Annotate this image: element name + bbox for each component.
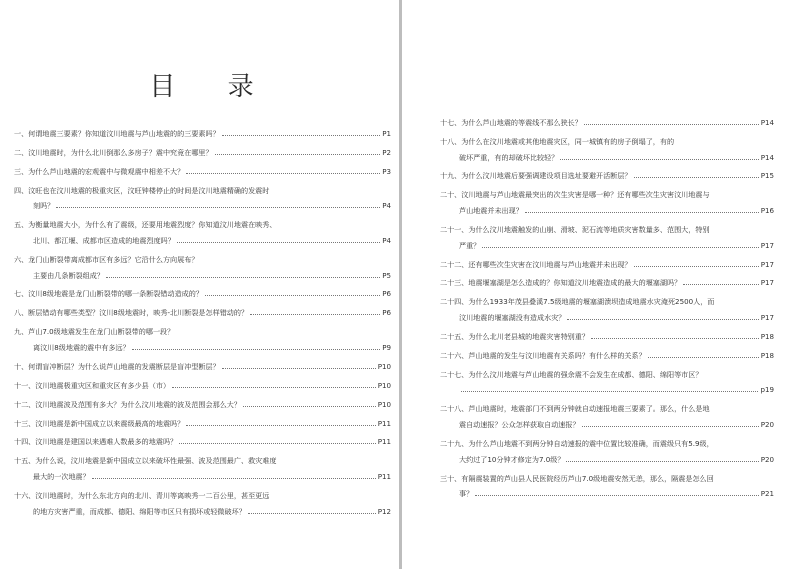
- toc-entry[interactable]: [14, 252, 393, 283]
- toc-entry-text: 七、汶川8级地震是龙门山断裂带的哪一条断裂错动造成的？: [14, 289, 203, 299]
- toc-page-number: P9: [382, 342, 391, 352]
- dot-leader: [222, 135, 380, 136]
- dot-leader: [248, 513, 376, 514]
- dot-leader: [177, 242, 380, 243]
- toc-entry-text: 离汶川8级地震的震中有多远？: [33, 342, 130, 352]
- toc-entry[interactable]: [14, 324, 393, 355]
- toc-page-number: P17: [760, 259, 774, 269]
- toc-entry-text: 北川、都江堰、成都市区造成的地震烈度吗？: [33, 235, 175, 245]
- toc-entry[interactable]: [14, 217, 393, 248]
- toc-page-number: P4: [382, 235, 391, 245]
- toc-entry-text: 芦山地震并未出现？: [459, 206, 523, 216]
- toc-entry[interactable]: [14, 126, 393, 142]
- dot-leader: [56, 207, 380, 208]
- toc-page-number: P11: [377, 437, 391, 447]
- toc-entry-text: 最大的一次地震？: [33, 471, 90, 481]
- toc-entry-text: 十、何谓盲冲断层？为什么说芦山地震的发震断层是盲冲型断层？: [14, 361, 220, 371]
- toc-entry[interactable]: [14, 378, 393, 394]
- dot-leader: [186, 173, 380, 174]
- toc-page-number: P3: [382, 166, 391, 176]
- toc-page-number: P21: [760, 489, 774, 499]
- dot-leader: [634, 177, 759, 178]
- toc-entry-text: 五、为衡量地震大小，为什么有了震级，还要用地震烈度？你知道汶川地震在映秀、: [14, 220, 277, 230]
- toc-page-number: P18: [760, 331, 774, 341]
- toc-entry[interactable]: [440, 134, 776, 165]
- toc-page-number: P2: [382, 147, 391, 157]
- toc-entry-text: 十七、为什么芦山地震的等震线不那么狭长？: [440, 118, 582, 127]
- dot-leader: [179, 443, 376, 444]
- toc-entry-text: 二十三、地震堰塞湖是怎么造成的？你知道汶川地震造成的最大的堰塞湖吗？: [440, 278, 682, 288]
- left-page: [0, 0, 399, 569]
- dot-leader: [215, 154, 381, 155]
- toc-page-number: P12: [377, 506, 391, 516]
- toc-page-number: P20: [760, 454, 774, 464]
- toc-entry-text: 一、何谓地震三要素？你知道汶川地震与芦山地震的的三要素吗？: [14, 129, 220, 138]
- dot-leader: [482, 247, 758, 248]
- toc-entry-text: 四、汶旺也在汶川地震的极重灾区，汶旺钟楼停止的时间是汶川地震精确的发震时: [14, 185, 270, 195]
- dot-leader: [461, 391, 758, 392]
- toc-page-number: P14: [760, 118, 774, 127]
- toc-entry[interactable]: [440, 294, 776, 325]
- dot-leader: [172, 387, 376, 388]
- toc-entry[interactable]: [14, 416, 393, 432]
- toc-entry[interactable]: [14, 488, 393, 519]
- dot-leader: [584, 124, 759, 125]
- toc-entry[interactable]: [440, 275, 776, 291]
- toc-entry-text: 二十八、芦山地震时，地震部门不到两分钟就自动速报地震三要素了。那么，什么是地: [440, 404, 710, 414]
- toc-page-number: P16: [760, 206, 774, 216]
- toc-page-number: P17: [760, 278, 774, 288]
- toc-entry-text: 十一、汶川地震极重灾区和重灾区有多少县（市）: [14, 380, 171, 390]
- toc-entry-text: 震自动速报？公众怎样获取自动速报？: [459, 420, 580, 430]
- dot-leader: [634, 266, 759, 267]
- toc-entry[interactable]: [440, 471, 776, 502]
- toc-page-number: P10: [377, 361, 391, 371]
- toc-entry[interactable]: [14, 183, 393, 214]
- toc-entry[interactable]: [14, 359, 393, 375]
- right-page: [402, 0, 800, 569]
- toc-entry-text: 十八、为什么在汶川地震或其他地震灾区，同一城镇有的房子倒塌了，有的: [440, 136, 675, 146]
- toc-page-number: P5: [382, 270, 391, 280]
- toc-page-number: P17: [760, 313, 774, 323]
- dot-leader: [186, 425, 375, 426]
- toc-entry[interactable]: [440, 367, 776, 398]
- toc-entry[interactable]: [440, 257, 776, 273]
- dot-leader: [92, 478, 376, 479]
- page-title: 目 录: [149, 72, 276, 102]
- toc-entry[interactable]: [440, 348, 776, 364]
- toc-entry-text: 八、断层错动有哪些类型？汶川8级地震时，映秀-北川断裂是怎样错动的？: [14, 308, 249, 318]
- toc-entry-text: 二十六、芦山地震的发生与汶川地震有关系吗？有什么样的关系？: [440, 350, 646, 360]
- toc-entry[interactable]: [440, 329, 776, 345]
- toc-page-number: P10: [377, 399, 391, 409]
- dot-leader: [475, 495, 759, 496]
- toc-entry-text: 大约过了10分钟才修定为7.0级？: [459, 454, 565, 464]
- toc-entry-text: 二十二、还有哪些次生灾害在汶川地震与芦山地震并未出现？: [440, 259, 632, 269]
- toc-entry-text: 十九、为什么汶川地震后要强调建设项目选址要避开活断层？: [440, 171, 632, 181]
- toc-entry[interactable]: [14, 145, 393, 161]
- toc-entry-text: 二十四、为什么1933年茂县叠溪7.5级地震的堰塞湖溃坝造成地震水灾淹死2500人，而: [440, 297, 715, 307]
- toc-entry-text: 二十五、为什么北川老县城的地震灾害特别重？: [440, 331, 589, 341]
- toc-page-number: P1: [382, 129, 391, 138]
- dot-leader: [525, 212, 759, 213]
- toc-page-number: P18: [760, 350, 774, 360]
- toc-page-number: P11: [377, 418, 391, 428]
- toc-entry-text: 十三、汶川地震是新中国成立以来震级最高的地震吗？: [14, 418, 185, 428]
- dot-leader: [132, 349, 380, 350]
- toc-entry[interactable]: [14, 434, 393, 450]
- toc-entry[interactable]: [14, 397, 393, 413]
- toc-entry[interactable]: [440, 222, 776, 253]
- dot-leader: [591, 338, 759, 339]
- toc-entry-text: 二十七、为什么汶川地震与芦山地震的强余震不会发生在成都、德阳、绵阳等市区？: [440, 369, 703, 379]
- toc-entry-text: 九、芦山7.0级地震发生在龙门山断裂带的哪一段？: [14, 327, 175, 337]
- toc-entry-text: 六、龙门山断裂带离成都市区有多远？它沿什么方向展布？: [14, 254, 199, 264]
- toc-entry[interactable]: [440, 168, 776, 184]
- toc-entry-text: 破坏严重，有的却破坏比较轻？: [459, 152, 559, 162]
- dot-leader: [582, 426, 759, 427]
- toc-page-number: P4: [382, 201, 391, 211]
- toc-entry-text: 二十九、为什么芦山地震不到两分钟自动速报的震中位置比较准确，而震级只有5.9级，: [440, 438, 714, 448]
- dot-leader: [250, 314, 380, 315]
- toc-entry-text: 十四、汶川地震是建国以来遇难人数最多的地震吗？: [14, 437, 178, 447]
- dot-leader: [648, 357, 759, 358]
- toc-entry-text: 事？: [459, 489, 474, 499]
- toc-entry-text: 刻吗？: [33, 201, 55, 211]
- toc-entry-text: 的地方灾害严重，而成都、德阳、绵阳等市区只有损坏或轻微破坏？: [33, 506, 246, 516]
- dot-leader: [222, 368, 376, 369]
- dot-leader: [205, 295, 380, 296]
- toc-entry-text: 汶川地震的堰塞湖没有造成水灾？: [459, 313, 566, 323]
- toc-list-right: [440, 115, 776, 502]
- dot-leader: [560, 159, 758, 160]
- dot-leader: [683, 284, 759, 285]
- toc-entry-text: 二十一、为什么汶川地震触发的山崩、滑坡、泥石流等地质灾害数量多、范围大，特别: [440, 224, 710, 234]
- toc-page-number: P11: [377, 471, 391, 481]
- toc-entry-text: 十六、汶川地震时，为什么东北方向的北川、青川等离映秀一二百公里，甚至更远: [14, 490, 270, 500]
- toc-entry-text: 二十、汶川地震与芦山地震最突出的次生灾害是哪一种？还有哪些次生灾害汶川地震与: [440, 190, 710, 200]
- toc-page-number: P10: [377, 380, 391, 390]
- toc-entry-text: 十五、为什么说，汶川地震是新中国成立以来破坏性最强、波及范围最广、救灾难度: [14, 456, 277, 466]
- toc-entry[interactable]: [14, 453, 393, 484]
- toc-entry[interactable]: [14, 305, 393, 321]
- toc-entry[interactable]: [440, 401, 776, 432]
- toc-entry-text: 二、汶川地震时，为什么北川倒那么多房子？震中究竟在哪里？: [14, 147, 213, 157]
- toc-entry[interactable]: [14, 164, 393, 180]
- toc-entry[interactable]: [440, 436, 776, 467]
- toc-page-number: P6: [382, 308, 391, 318]
- dot-leader: [243, 406, 376, 407]
- dot-leader: [106, 277, 380, 278]
- toc-page-number: P6: [382, 289, 391, 299]
- toc-entry[interactable]: [440, 187, 776, 218]
- toc-entry-text: 严重？: [459, 240, 481, 250]
- toc-entry-text: 十二、汶川地震波及范围有多大？为什么汶川地震的波及范围会那么大？: [14, 399, 241, 409]
- toc-page-number: P15: [760, 171, 774, 181]
- dot-leader: [567, 319, 758, 320]
- toc-entry-text: 主要由几条断裂组成？: [33, 270, 104, 280]
- toc-page-number: p19: [760, 385, 774, 395]
- toc-entry-text: 三十、有隔震装置的芦山县人民医院经历芦山7.0级地震安然无恙，那么，隔震是怎么回: [440, 473, 714, 483]
- toc-page-number: P20: [760, 420, 774, 430]
- toc-page-number: P14: [760, 152, 774, 162]
- toc-entry[interactable]: [14, 286, 393, 302]
- dot-leader: [566, 461, 758, 462]
- toc-entry[interactable]: [440, 115, 776, 131]
- toc-entry-text: 三、为什么芦山地震的宏观震中与微观震中相差不大？: [14, 166, 185, 176]
- toc-page-number: P17: [760, 240, 774, 250]
- toc-list-left: [14, 126, 393, 519]
